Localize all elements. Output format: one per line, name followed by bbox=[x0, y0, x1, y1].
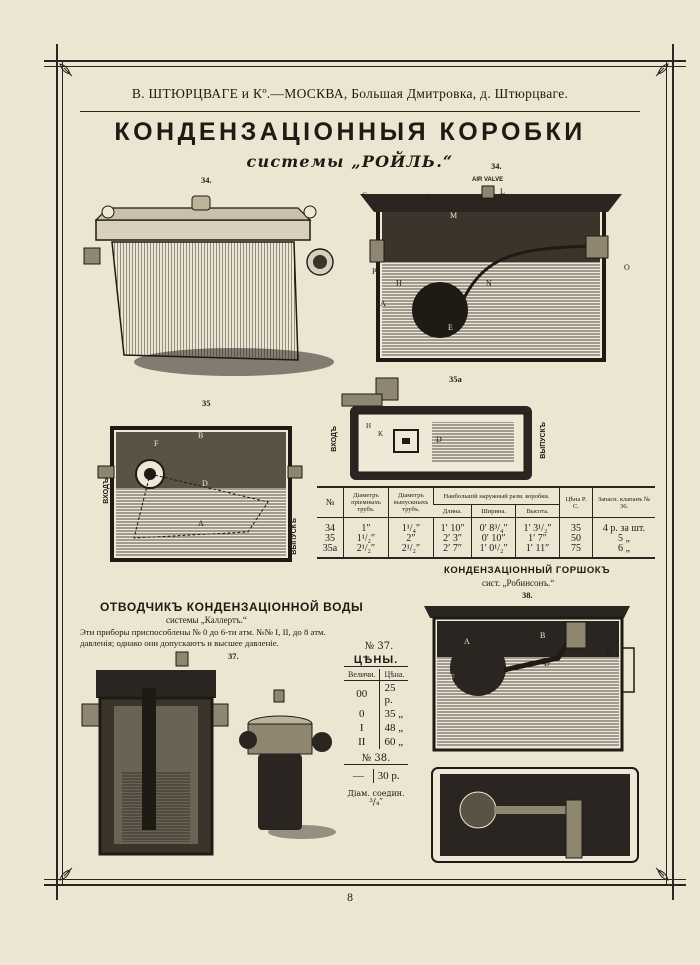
frame-right-outer bbox=[672, 44, 674, 900]
part-label-d: D bbox=[202, 479, 208, 488]
corner-ornament-tl bbox=[58, 62, 78, 82]
price-table-37 bbox=[344, 669, 408, 749]
part-label-b3: B bbox=[540, 631, 546, 640]
spec-cell-price: 35 bbox=[560, 518, 593, 535]
price-col-size: Величи. bbox=[344, 669, 380, 681]
header-rule bbox=[80, 111, 640, 112]
part-label-d3: D bbox=[544, 659, 550, 668]
spec-cell-price: 50 bbox=[560, 534, 593, 544]
fig38-label: 38. bbox=[522, 590, 533, 600]
spec-cell-outlet: 1¹/₄″ bbox=[389, 518, 434, 535]
frame-left-outer bbox=[56, 44, 58, 900]
page-subtitle: системы „РОЙЛЬ.“ bbox=[246, 152, 454, 171]
frame-right-inner bbox=[666, 60, 667, 886]
part-label-c: C bbox=[362, 191, 368, 200]
part-label-p: P bbox=[372, 267, 377, 276]
price-value: 25 р. bbox=[384, 682, 396, 706]
spec-cell-width: 0′ 10″ bbox=[472, 534, 516, 544]
spec-cell-inlet: 1¹/₂″ bbox=[344, 534, 389, 544]
corner-ornament-br bbox=[650, 862, 670, 882]
price-block bbox=[344, 641, 408, 808]
spec-header-height: Высота. bbox=[516, 505, 560, 518]
price-no37: № 37. bbox=[364, 641, 394, 652]
spec-header-length: Длина. bbox=[434, 505, 472, 518]
part-label-a2: A bbox=[198, 519, 204, 528]
part-label-a: A bbox=[380, 299, 386, 308]
table-row bbox=[344, 707, 408, 721]
condensation-box-section-illustration bbox=[346, 186, 638, 368]
spec-cell-width: 0′ 8³/₄″ bbox=[472, 518, 516, 535]
frame-bottom-inner bbox=[44, 879, 686, 880]
part-label-e3: E bbox=[606, 649, 611, 658]
spec-cell-length: 2′ 7″ bbox=[434, 544, 472, 557]
entrance-label-right: ВХОДЪ bbox=[331, 426, 338, 452]
spec-cell-spare: 5 „ bbox=[593, 534, 656, 544]
fig35-label: 35 bbox=[202, 398, 211, 408]
price-value: 30 р. bbox=[377, 770, 400, 782]
frame-left-inner bbox=[62, 60, 63, 886]
spec-cell-height: 1′ 7″ bbox=[516, 534, 560, 544]
condensation-box-float-lever-illustration bbox=[98, 422, 304, 568]
price-table-38 bbox=[344, 769, 408, 783]
kallert-separator-exterior-illustration bbox=[242, 690, 338, 842]
kallert-separator-section-illustration bbox=[82, 652, 228, 860]
spec-table bbox=[317, 486, 655, 559]
price-size: 00 bbox=[344, 681, 380, 708]
price-size: I bbox=[344, 721, 380, 735]
price-value: 60 „ bbox=[384, 736, 404, 748]
fig34-left-label: 34. bbox=[201, 175, 212, 185]
condensation-box-plan-illustration bbox=[342, 376, 538, 482]
price-value: 48 „ bbox=[384, 722, 404, 734]
spec-header-outlet: Діаметръ выпускныхъ трубъ. bbox=[389, 488, 434, 518]
part-label-b2: B bbox=[198, 431, 204, 440]
part-label-n: N bbox=[486, 279, 492, 288]
separator-title: ОТВОДЧИКЪ КОНДЕНЗАЦІОННОЙ ВОДЫ bbox=[100, 600, 364, 614]
table-row bbox=[317, 518, 655, 535]
table-row bbox=[344, 721, 408, 735]
spec-cell-length: 1′ 10″ bbox=[434, 518, 472, 535]
price-size: — bbox=[344, 769, 373, 783]
exit-label-right: ВЫПУСКЪ bbox=[540, 422, 547, 459]
part-label-m: M bbox=[450, 211, 458, 220]
page-number: 8 bbox=[346, 893, 354, 904]
spec-cell-width: 1′ 0¹/₂″ bbox=[472, 544, 516, 557]
price-value: 35 „ bbox=[384, 708, 404, 720]
part-label-d2: D bbox=[436, 435, 442, 444]
frame-top-inner bbox=[44, 66, 686, 67]
condensation-box-exterior-illustration bbox=[84, 190, 340, 386]
air-valve-label: AIR VALVE bbox=[472, 177, 504, 183]
spec-cell-height: 1′ 3¹/₂″ bbox=[516, 518, 560, 535]
spec-cell-inlet: 2¹/₂″ bbox=[344, 544, 389, 557]
spec-cell-price: 75 bbox=[560, 544, 593, 557]
frame-top-outer bbox=[44, 60, 686, 62]
robinson-subtitle: сист. „Робинсонъ.“ bbox=[482, 578, 555, 588]
spec-header-price: Цѣна Р. С. bbox=[560, 488, 593, 518]
fig37-label: 37. bbox=[228, 651, 239, 661]
fig35a-label: 35a bbox=[449, 374, 462, 384]
corner-ornament-bl bbox=[58, 862, 78, 882]
table-row bbox=[317, 544, 655, 557]
spec-header-dims: Наибольшій наружный разм. коробки. bbox=[434, 488, 560, 505]
part-label-e: E bbox=[448, 323, 453, 332]
diameter-value: ³/₄″ bbox=[369, 798, 383, 808]
part-label-h: H bbox=[396, 279, 402, 288]
spec-cell-height: 1′ 11″ bbox=[516, 544, 560, 557]
part-label-k: K bbox=[378, 430, 384, 438]
separator-subtitle: системы „Каллертъ.“ bbox=[166, 615, 247, 625]
frame-bottom-outer bbox=[44, 884, 686, 886]
corner-ornament-tr bbox=[650, 62, 670, 82]
separator-description: Эти приборы приспособлены № 0 до 6-ти атм. №№ I, II, до 8 атм. давленія; однако они допускаютъ и высшее давленіе. bbox=[80, 627, 326, 648]
robinson-pot-section-illustration bbox=[420, 600, 642, 760]
spec-header-spare: Запасн. клапанъ № 36. bbox=[593, 488, 656, 518]
table-row bbox=[344, 769, 408, 783]
catalog-header: В. ШТЮРЦВАГЕ и Кº.—МОСКВА, Большая Дмитровка, д. Штюрцваге. bbox=[131, 86, 569, 101]
spec-header-width: Ширина. bbox=[472, 505, 516, 518]
spec-cell-length: 2′ 3″ bbox=[434, 534, 472, 544]
part-label-b: B bbox=[426, 193, 432, 202]
price-size: II bbox=[344, 735, 380, 749]
part-label-f3: F bbox=[450, 673, 455, 682]
spec-cell-n: 35 bbox=[325, 533, 335, 544]
price-no38: № 38. bbox=[344, 753, 408, 765]
price-size: 0 bbox=[344, 707, 380, 721]
spec-cell-n: 34 bbox=[325, 523, 335, 534]
spec-cell-outlet: 2″ bbox=[389, 534, 434, 544]
table-row bbox=[344, 681, 408, 708]
spec-cell-spare: 6 „ bbox=[593, 544, 656, 557]
spec-header-inlet: Діаметръ пріемныхъ трубъ. bbox=[344, 488, 389, 518]
price-title: ЦѢНЫ. bbox=[344, 654, 408, 667]
spec-cell-spare: 4 р. за шт. bbox=[593, 518, 656, 535]
spec-cell-inlet: 1″ bbox=[344, 518, 389, 535]
part-label-h2: H bbox=[366, 422, 372, 430]
exit-label-left: ВЫПУСКЪ bbox=[291, 518, 298, 555]
entrance-label-left: ВХОДЪ bbox=[103, 478, 110, 504]
part-label-o: O bbox=[624, 263, 630, 272]
part-label-a3: A bbox=[464, 637, 470, 646]
spec-cell-outlet: 2¹/₂″ bbox=[389, 544, 434, 557]
diameter-label: Діам. соедин. bbox=[347, 789, 405, 798]
robinson-pot-plan-illustration bbox=[428, 766, 642, 864]
spec-cell-n: 35a bbox=[322, 543, 338, 554]
part-label-f: F bbox=[154, 439, 159, 448]
robinson-title: КОНДЕНЗАЦІОННЫЙ ГОРШОКЪ bbox=[444, 565, 611, 576]
fig34-right-label: 34. bbox=[491, 161, 502, 171]
part-label-l: L bbox=[500, 187, 505, 196]
table-row bbox=[344, 735, 408, 749]
spec-header-number: № bbox=[317, 488, 344, 518]
price-col-price: Цѣна. bbox=[380, 669, 408, 681]
page-title: КОНДЕНЗАЦІОННЫЯ КОРОБКИ bbox=[114, 118, 586, 146]
